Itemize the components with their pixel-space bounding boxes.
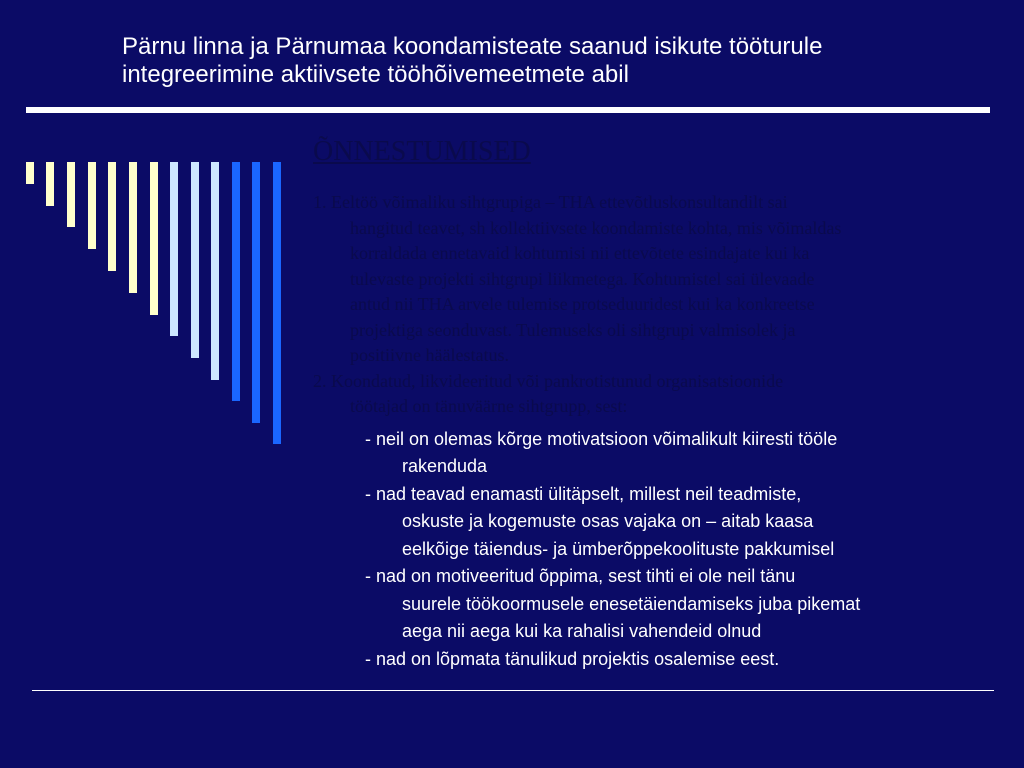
reason-item: [313, 563, 1003, 646]
decorative-bar: [46, 162, 54, 206]
reason-item: [313, 481, 1003, 564]
item-1-line: 1. Eeltöö võimaliku sihtgrupiga – THA ettevõtluskonsultandilt sai: [313, 192, 788, 212]
decorative-bar: [26, 162, 34, 184]
reason-line: - nad on motiveeritud õppima, sest tihti ei ole neil tänu: [365, 566, 796, 586]
item-1-line: antud nii THA arvele tulemise protseduuridest kui ka konkreetse: [350, 294, 815, 314]
item-1-line: tulevaste projekti sihtgrupi liikmetega. Kohtumistel sai ülevaade: [350, 268, 815, 289]
reason-item: [313, 426, 1003, 481]
item-2-paragraph: [313, 369, 1003, 420]
item-1-line: hangitud teavet, sh kollektiivsete koondamiste kohta, mis võimaldas: [350, 217, 842, 238]
reason-line: oskuste ja kogemuste osas vajaka on – aitab kaasa: [402, 511, 814, 531]
reason-line: aega nii aega kui ka rahalisi vahendeid olnud: [402, 621, 762, 641]
decorative-bar: [191, 162, 199, 358]
slide-body: [313, 136, 1003, 673]
title-line: integreerimine aktiivsete tööhõivemeetmete abil: [122, 61, 629, 88]
item-1-paragraph: [313, 190, 1003, 369]
item-1-line: korraldada ennetavaid kohtumisi nii ettevõtete esindajate kui ka: [350, 243, 810, 263]
item-1-line: positiivne häälestatus.: [350, 345, 509, 365]
reason-list: [313, 426, 1003, 674]
decorative-bar: [170, 162, 178, 336]
decorative-bar: [232, 162, 240, 401]
reason-line: - neil on olemas kõrge motivatsioon võimalikult kiiresti tööle: [365, 428, 838, 449]
title-divider: [26, 107, 990, 113]
item-2-line: 2. Koondatud, likvideeritud või pankrotistunud organisatsioonide: [313, 370, 784, 391]
reason-line: - nad on lõpmata tänulikud projektis osalemise eest.: [365, 648, 780, 669]
item-2-line: töötajad on tänuväärne sihtgrupp, sest:: [350, 396, 628, 416]
decorative-bar: [129, 162, 137, 293]
title-line: Pärnu linna ja Pärnumaa koondamisteate saanud isikute tööturule: [122, 33, 823, 60]
decorative-bar: [67, 162, 75, 227]
decorative-bar: [150, 162, 158, 315]
slide-title: [122, 33, 1002, 89]
reason-line: suurele töökoormusele enesetäiendamiseks juba pikemat: [402, 593, 861, 614]
decorative-bar: [211, 162, 219, 380]
footer-divider: [32, 690, 994, 691]
decorative-bar: [108, 162, 116, 271]
decorative-bar: [88, 162, 96, 249]
decorative-bar: [252, 162, 260, 423]
item-1-line: projektiga seonduvast. Tulemuseks oli sihtgrupi valmisolek ja: [350, 319, 796, 340]
reason-item: [313, 646, 1003, 674]
reason-line: eelkõige täiendus- ja ümberõppekoolituste pakkumisel: [402, 538, 835, 559]
section-heading: ÕNNESTUMISED: [313, 136, 531, 167]
decorative-bar: [273, 162, 281, 444]
reason-line: rakenduda: [402, 456, 488, 476]
reason-line: - nad teavad enamasti ülitäpselt, millest neil teadmiste,: [365, 483, 802, 504]
